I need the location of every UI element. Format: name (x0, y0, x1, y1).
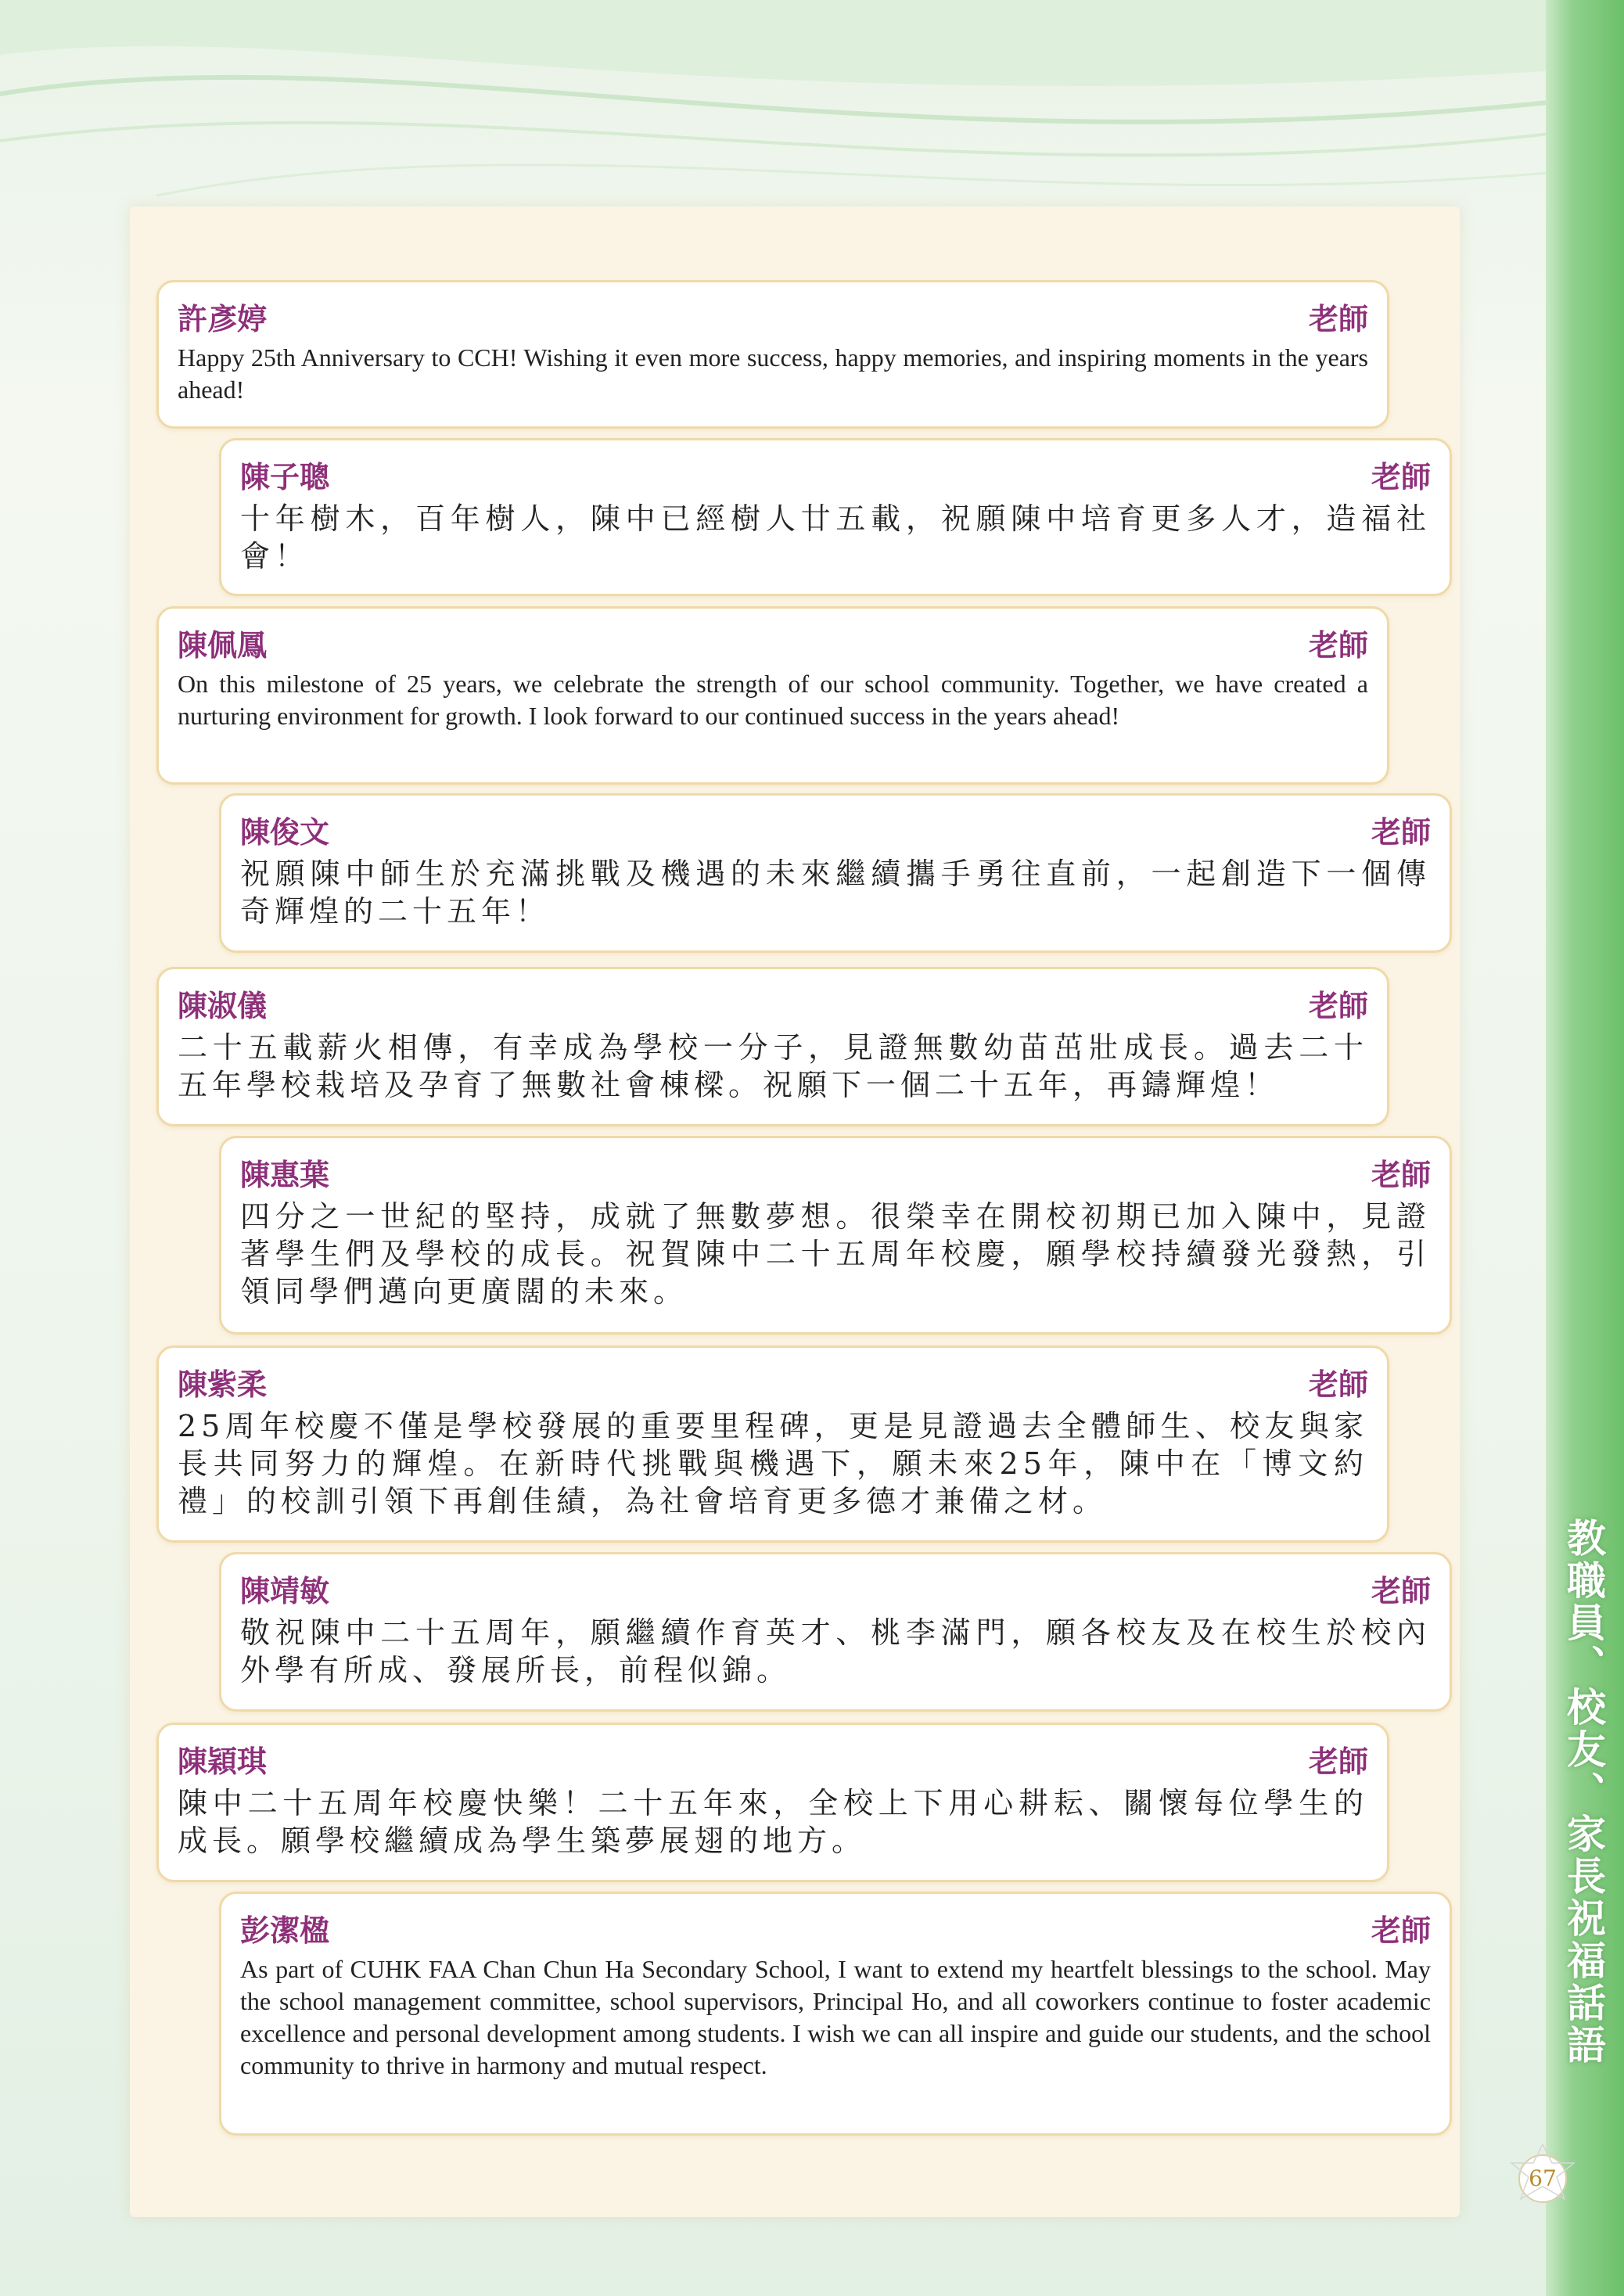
author-name: 陳靖敏 (240, 1574, 330, 1608)
author-role: 老師 (1308, 1744, 1368, 1779)
author-role: 老師 (1371, 460, 1431, 494)
author-role: 老師 (1371, 815, 1431, 850)
message-text: 二十五載薪火相傳，有幸成為學校一分子，見證無數幼苗茁壯成長。過去二十五年學校栽培及孕育了無數社會棟樑。祝願下一個二十五年，再鑄輝煌！ (178, 1030, 1368, 1102)
author-name: 陳俊文 (240, 815, 330, 850)
author-name: 陳惠葉 (240, 1158, 330, 1192)
message-card (156, 1723, 1389, 1882)
author-name: 陳淑儀 (178, 989, 268, 1023)
message-text: 敬祝陳中二十五周年，願繼續作育英才、桃李滿門，願各校友及在校生於校內外學有所成、發展所長，前程似錦。 (240, 1615, 1431, 1687)
message-text: On this milestone of 25 years, we celebrate the strength of our school community. Together, we have created a nurturing environment for growth. I look forward to our continued success in the years ahead! (178, 670, 1368, 730)
message-card (156, 1346, 1389, 1543)
message-text: 四分之一世紀的堅持，成就了無數夢想。很榮幸在開校初期已加入陳中，見證著學生們及學校的成長。祝賀陳中二十五周年校慶，願學校持續發光發熱，引領同學們邁向更廣闊的未來。 (240, 1199, 1431, 1309)
author-role: 老師 (1308, 989, 1368, 1023)
author-role: 老師 (1371, 1158, 1431, 1192)
message-card (219, 438, 1452, 596)
author-role: 老師 (1308, 628, 1368, 663)
message-text: As part of CUHK FAA Chan Chun Ha Secondary School, I want to extend my heartfelt blessings to the school. May the school management committee, school supervisors, Principal Ho, and all coworkers continue to foster academic excellence and personal development among students. I wish we can all inspire and guide our students, and the school community to thrive in harmony and mutual respect. (240, 1955, 1431, 2079)
message-text: 25周年校慶不僅是學校發展的重要里程碑，更是見證過去全體師生、校友與家長共同努力的輝煌。在新時代挑戰與機遇下，願未來25年，陳中在「博文約禮」的校訓引領下再創佳績，為社會培育更多德才兼備之材。 (178, 1409, 1368, 1518)
author-role: 老師 (1371, 1913, 1431, 1948)
message-text: Happy 25th Anniversary to CCH! Wishing it even more success, happy memories, and inspiring moments in the years ahead! (178, 343, 1368, 404)
message-text: 十年樹木，百年樹人，陳中已經樹人廿五載，祝願陳中培育更多人才，造福社會！ (240, 501, 1431, 573)
background-wave-decoration (0, 0, 1557, 235)
author-name: 許彥婷 (178, 302, 268, 336)
message-card (219, 1892, 1452, 2136)
message-text: 陳中二十五周年校慶快樂！二十五年來，全校上下用心耕耘、關懷每位學生的成長。願學校繼續成為學生築夢展翅的地方。 (178, 1786, 1368, 1858)
author-name: 陳紫柔 (178, 1367, 268, 1402)
message-card (219, 1136, 1452, 1335)
author-role: 老師 (1371, 1574, 1431, 1608)
author-name: 陳子聰 (240, 460, 330, 494)
message-card (156, 967, 1389, 1126)
message-card (219, 1552, 1452, 1712)
author-role: 老師 (1308, 302, 1368, 336)
author-role: 老師 (1308, 1367, 1368, 1402)
message-card (219, 793, 1452, 953)
message-text: 祝願陳中師生於充滿挑戰及機遇的未來繼續攜手勇往直前，一起創造下一個傳奇輝煌的二十五年！ (240, 857, 1431, 929)
message-card (156, 280, 1389, 429)
author-name: 陳穎琪 (178, 1744, 268, 1779)
message-card (156, 606, 1389, 785)
author-name: 陳佩鳳 (178, 628, 268, 663)
section-title: 教職員、校友、家長祝福話語 (1561, 1518, 1607, 2067)
author-name: 彭潔楹 (240, 1913, 330, 1948)
page-number-badge (1504, 2140, 1582, 2218)
page-number: 67 (1529, 2165, 1557, 2191)
